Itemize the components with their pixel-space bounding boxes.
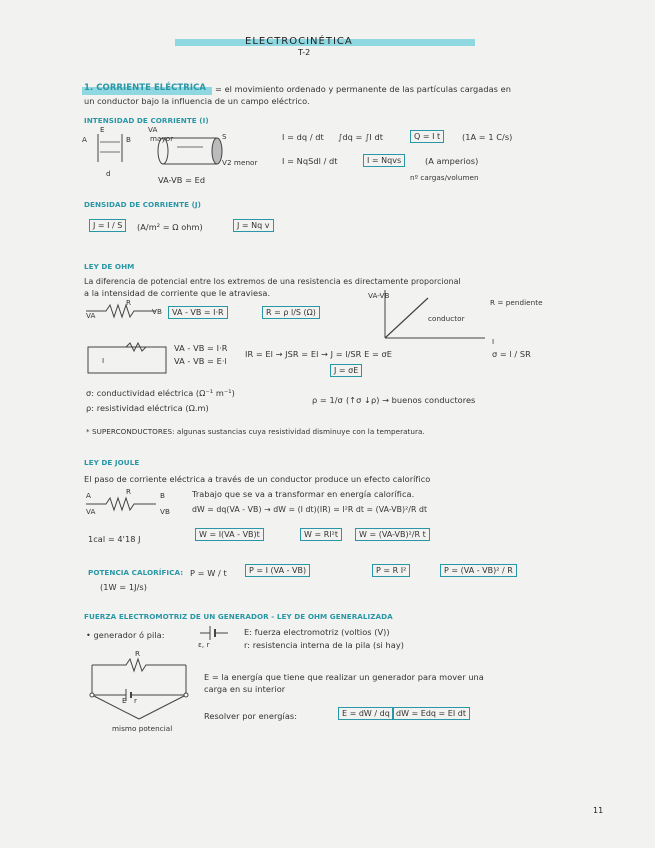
page-subtitle: T-2 [298,48,311,57]
circuit-i-label: I [102,356,105,365]
ohm-box-2: R = ρ l/S (Ω) [262,306,320,319]
joule-fig-b-label: B [160,491,165,500]
s1-heading: 1. CORRIENTE ELÉCTRICA [84,83,206,93]
battery-label: ε, r [198,640,210,649]
energy-line-1: E = la energía que tiene que realizar un generador para mover una [204,672,484,682]
fig-vavb: VA-VB = Ed [158,175,206,185]
fig-e-label: E [100,125,105,134]
eq-q-box: Q = I t [410,130,444,143]
fig-v2menor-label: V2 menor [222,158,258,167]
page-title: ELECTROCINÉTICA [245,36,353,47]
s2-heading: DENSIDAD DE CORRIENTE (J) [84,200,201,209]
sigma-def: σ: conductividad eléctrica (Ω⁻¹ m⁻¹) [86,388,235,398]
ohm-fig-vb-label: VB [152,307,162,316]
power-box-1: P = I (VA - VB) [245,564,310,577]
same-potential-note: mismo potencial [112,724,173,733]
circuit-diagram-2 [86,657,196,725]
internal-r-def: r: resistencia interna de la pila (si hay) [244,640,404,650]
fig-b-label: B [126,135,131,144]
circuit2-e-label: E [122,696,127,705]
j-units-note: (A/m² = Ω ohm) [137,222,203,232]
resolver-label: Resolver por energías: [204,711,298,721]
ohm-box-1: VA - VB = I·R [168,306,228,319]
rho-note: (↑σ ↓ρ) → buenos conductores [346,395,476,405]
s4-line-1: El paso de corriente eléctrica a través de un conductor produce un efecto calorífico [84,474,431,484]
power-box-2: P = R I² [372,564,410,577]
s3-heading: LEY DE OHM [84,262,135,271]
s4-heading: LEY DE JOULE [84,458,140,467]
joule-box-2: W = RI²t [300,528,342,541]
battery-symbol [200,625,230,641]
dw-box: dW = Edq = EI dt [392,707,470,720]
rho-def: ρ: resistividad eléctrica (Ω.m) [86,403,209,413]
j-sigma-box: J = σE [330,364,362,377]
graph-x-label: I [492,337,495,346]
fig-a-label: A [82,135,87,144]
s3-line-2: a la intensidad de corriente que le atraviesa. [84,288,271,298]
power-box-3: P = (VA - VB)² / R [440,564,517,577]
s1-def-1: = el movimiento ordenado y permanente de las partículas cargadas en [215,84,511,94]
graph-conductor-label: conductor [428,314,465,323]
j-is-box: J = I / S [89,219,126,232]
eq-i-dq-dt: I = dq / dt [282,132,324,142]
graph-note: R = pendiente [490,298,543,307]
generator-label: • generador ó pila: [86,630,165,640]
fig-mayor-label: mayor [150,134,174,143]
energy-line-2: carga en su interior [204,684,286,694]
emf-def: E: fuerza electromotriz (voltios (V)) [244,627,390,637]
fig-d-label: d [106,169,111,178]
ohm-fig-r-label: R [126,298,132,307]
fig-va-label: VA [148,125,158,134]
s1-subheading: INTENSIDAD DE CORRIENTE (I) [84,116,209,125]
graph-y-label: VA-VB [368,291,390,300]
eq-ampere-note: (1A = 1 C/s) [462,132,513,142]
eq-n-note: nº cargas/volumen [410,173,479,182]
eq-integral: ∫dq = ∫I dt [338,132,383,142]
joule-eq-1: dW = dq(VA - VB) → dW = (I dt)(IR) = I²R dt = (VA-VB)²/R dt [192,505,428,514]
calorie-note: 1cal = 4'18 J [88,534,141,544]
ohm-eq-b: VA - VB = E·l [174,356,227,366]
eq-i-nqsdl: I = NqSdl / dt [282,156,338,166]
s4-line-2: Trabajo que se va a transformar en energía calorífica. [192,489,415,499]
s1-def-2: un conductor bajo la influencia de un campo eléctrico. [84,96,310,106]
circuit2-r2-label: r [134,696,138,705]
joule-fig-vb-label: VB [160,507,170,516]
j-nqv-box: J = Nq v [233,219,274,232]
page-number: 11 [593,806,604,815]
emf-box: E = dW / dq [338,707,394,720]
circuit2-r-label: R [135,649,141,658]
joule-box-3: W = (VA-VB)²/R t [355,528,430,541]
s3-line-1: La diferencia de potencial entre los extremos de una resistencia es directamente proporcional [84,277,461,286]
circuit-diagram-1 [86,343,170,377]
joule-fig-a-label: A [86,491,91,500]
resistor-diagram-2 [86,496,166,512]
sigma-eq: σ = l / SR [492,349,531,359]
fig-s-label: S [222,132,227,141]
superconductors-note: * SUPERCONDUCTORES: algunas sustancias cuya resistividad disminuye con la temperatura. [86,427,425,436]
rho-eq: ρ = 1/σ [312,395,343,405]
ohm-eq-a: VA - VB = I·R [174,343,228,353]
power-eq: P = W / t [190,568,227,578]
power-label: POTENCIA CALORÍFICA: [88,568,184,577]
joule-fig-va-label: VA [86,507,96,516]
eq-i-nqvs-box: I = Nqvs [363,154,405,167]
eq-amperios-note: (A amperios) [425,156,479,166]
joule-fig-r-label: R [126,487,132,496]
ohm-eq-c: IR = El → JSR = El → J = l/SR E = σE [245,349,392,359]
ohm-fig-va-label: VA [86,311,96,320]
field-diagram [86,125,146,168]
s5-heading: FUERZA ELECTROMOTRIZ DE UN GENERADOR - LEY DE OHM GENERALIZADA [84,612,393,621]
watt-note: (1W = 1J/s) [100,582,147,592]
joule-box-1: W = I(VA - VB)t [195,528,264,541]
